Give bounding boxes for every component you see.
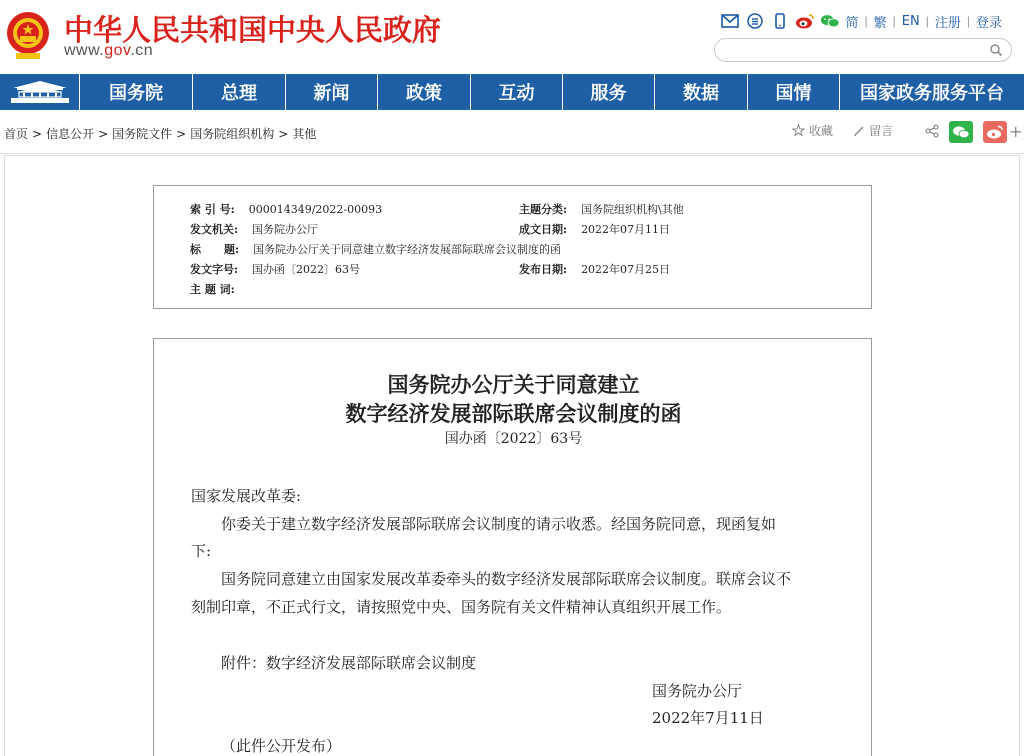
share-wechat-button[interactable] [949,121,973,143]
favorite-button[interactable] [792,122,833,139]
breadcrumb-separator: > [176,127,187,141]
document-title-line2: 数字经济发展部际联席会议制度的函 [345,401,682,426]
meta-index-value: 000014349/2022-00093 [248,203,383,216]
nav-item-state-council[interactable]: 国务院 [80,74,193,110]
domain-suffix: .cn [130,42,154,59]
weibo-icon [986,125,1004,139]
toolbar-divider: | [925,14,929,28]
breadcrumb-separator: > [98,127,109,141]
breadcrumb-separator: > [32,127,43,141]
nav-item-premier[interactable]: 总理 [193,74,286,110]
meta-publish-label: 发布日期: [519,263,568,276]
english-link[interactable]: EN [901,13,920,29]
site-header [0,0,1024,74]
search-input[interactable] [727,42,987,58]
tiananmen-home-icon [9,79,71,105]
meta-category-label: 主题分类: [519,203,568,216]
traditional-chinese-link[interactable]: 繁 [873,15,887,31]
meta-docno-label: 发文字号: [190,263,239,276]
rss-feed-icon[interactable] [745,12,765,30]
search-box [714,38,1012,62]
simplified-chinese-link[interactable]: 简 [845,15,859,31]
toolbar-divider: | [966,14,970,28]
meta-title-label: 标 题: [190,243,240,256]
document-sign-date: 2022年7月11日 [652,709,764,727]
nav-item-services[interactable]: 服务 [563,74,655,110]
document-attachment: 附件：数字经济发展部际联席会议制度 [221,654,477,672]
meta-date-value: 2022年07月11日 [581,223,671,236]
document-footnote: （此件公开发布） [221,737,342,755]
document-addressee: 国家发展改革委: [191,487,302,505]
mail-icon[interactable] [720,12,740,30]
meta-title-row [190,241,561,257]
nav-item-policy[interactable]: 政策 [378,74,471,110]
nav-item-data[interactable]: 数据 [655,74,748,110]
mobile-phone-icon[interactable] [770,12,790,30]
weibo-icon[interactable] [795,12,815,30]
breadcrumb-separator: > [278,127,289,141]
nav-item-interaction[interactable]: 互动 [471,74,563,110]
paragraph-2-line-2: 刻制印章，不正式行文，请按照党中央、国务院有关文件精神认真组织开展工作。 [191,598,732,616]
meta-title-value: 国务院办公厅关于同意建立数字经济发展部际联席会议制度的函 [253,243,562,256]
comment-label: 留言 [869,124,894,138]
breadcrumb-home[interactable]: 首页 [4,127,29,141]
document-title-line1: 国务院办公厅关于同意建立 [387,372,640,397]
toolbar-divider: | [864,14,868,28]
star-icon [792,124,805,137]
meta-publish-value: 2022年07月25日 [581,263,671,276]
site-title[interactable]: 中华人民共和国中央人民政府 [64,13,442,47]
share-icon [925,124,939,138]
meta-category-row [519,201,684,217]
paragraph-2-line-1: 国务院同意建立由国家发展改革委牵头的数字经济发展部际联席会议制度。联席会议不 [221,570,792,588]
meta-docno-value: 国办函〔2022〕63号 [252,263,361,276]
share-more-button[interactable]: + [1009,122,1023,141]
toolbar-divider: | [892,14,896,28]
meta-issuer-value: 国务院办公厅 [252,223,319,236]
national-emblem-icon[interactable] [6,9,50,61]
pen-icon [853,125,865,137]
header-toolbar [720,11,1002,31]
meta-index-label: 索 引 号: [190,203,235,216]
breadcrumb-organization[interactable]: 国务院组织机构 [190,127,275,141]
meta-docno-row [190,261,360,277]
breadcrumb-state-council-documents[interactable]: 国务院文件 [112,127,173,141]
document-metadata-table [153,185,872,309]
breadcrumb [4,125,316,142]
share-weibo-button[interactable] [983,121,1007,143]
nav-item-gov-service-platform[interactable]: 国家政务服务平台 [860,83,1004,104]
register-link[interactable]: 注册 [934,15,961,31]
search-icon[interactable] [989,43,1003,57]
comment-button[interactable] [853,122,893,139]
wechat-icon [952,125,970,139]
breadcrumb-other[interactable]: 其他 [292,127,317,141]
main-nav [0,74,1024,110]
meta-issuer-label: 发文机关: [190,223,239,236]
favorite-label: 收藏 [809,124,834,138]
meta-issuer-row [190,221,318,237]
site-domain [64,42,153,60]
meta-publish-row [519,261,670,277]
meta-date-label: 成文日期: [519,223,568,236]
paragraph-1-line-1: 你委关于建立数字经济发展部际联席会议制度的请示收悉。经国务院同意，现函复如 [221,515,777,533]
domain-main: gov [104,42,131,59]
nav-item-news[interactable]: 新闻 [286,74,378,110]
nav-home[interactable] [0,74,80,110]
meta-keywords-row [190,281,235,297]
document-number: 国办函〔2022〕63号 [444,431,583,447]
breadcrumb-info-disclosure[interactable]: 信息公开 [46,127,95,141]
document-body [153,338,872,756]
wechat-icon[interactable] [820,12,840,30]
login-link[interactable]: 登录 [975,15,1002,31]
meta-index-row [190,201,382,217]
paragraph-1-line-2: 下: [191,542,212,560]
article-actions [792,122,963,139]
share-button[interactable] [925,124,943,138]
meta-keywords-label: 主 题 词: [190,283,235,296]
domain-prefix: www. [64,42,105,59]
meta-category-value: 国务院组织机构\其他 [581,203,684,216]
meta-date-row [519,221,670,237]
nav-item-national-conditions[interactable]: 国情 [748,74,840,110]
document-signer: 国务院办公厅 [652,682,743,700]
